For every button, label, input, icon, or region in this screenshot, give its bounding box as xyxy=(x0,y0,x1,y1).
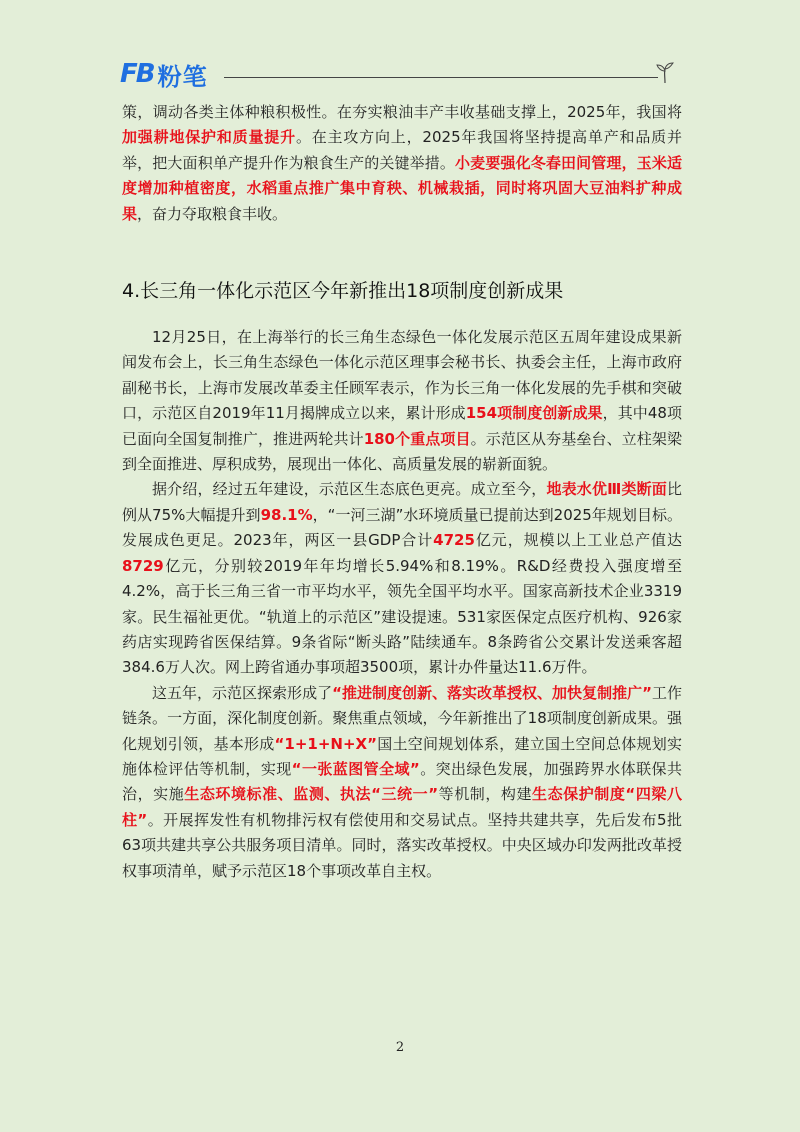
highlighted-text: 98.1% xyxy=(260,505,313,524)
sprout-icon xyxy=(654,61,676,85)
text-run: ，“一河三湖”水环境质量已提前达到2025年规划目标。发展成色更足。2023年，两区一县GDP合计 xyxy=(122,505,683,550)
text-run: 亿元，分别较2019年年均增长5.94%和8.19%。R&D经费投入强度增至4.2%，高于长三角三省一市平均水平，领先全国平均水平。国家高新技术企业3319家。民生福祉更优。“轨道上的示范区”建设提速。531家医保定点医疗机构、926家药店实现跨省医保结算。9条省际“断头路”陆续通车。8条跨省公交累计发送乘客超384.6万人次。网上跨省通办事项超3500项，累计办件量达11.6万件。 xyxy=(122,556,682,677)
text-run: ，其中48项已面向全国复制推广，推进两轮共计 xyxy=(122,404,683,448)
text-run: 比例从75%大幅提升到 xyxy=(122,480,682,524)
body-paragraph-1 xyxy=(122,325,682,477)
page-number: 2 xyxy=(395,1040,405,1055)
highlighted-text: 生态保护制度“四梁八柱” xyxy=(122,785,682,829)
body-paragraph-2 xyxy=(122,477,682,680)
text-run: 等机制，构建 xyxy=(438,785,533,804)
highlighted-text: 154项制度创新成果 xyxy=(465,404,603,423)
text-run: 。突出绿色发展，加强跨界水体联保共治，实施 xyxy=(122,759,682,804)
text-run: 国土空间规划体系，建立国土空间总体规划实施体检评估等机制，实现 xyxy=(122,734,682,778)
highlighted-text: “推进制度创新、落实改革授权、加快复制推广” xyxy=(332,683,652,702)
highlighted-text: 地表水优Ⅲ类断面 xyxy=(546,480,667,499)
highlighted-text: 小麦要强化冬春田间管理，玉米适度增加种植密度，水稻重点推广集中育秧、机械栽插，同时将巩固大豆油料扩种成果 xyxy=(122,153,682,223)
section-title: 4.长三角一体化示范区今年新推出18项制度创新成果 xyxy=(122,280,564,303)
text-run: 这五年，示范区探索形成了 xyxy=(152,683,333,702)
body-paragraph-3 xyxy=(122,681,682,884)
highlighted-text: “一张蓝图管全域” xyxy=(291,759,420,778)
fenbi-logo xyxy=(120,57,208,91)
document-body xyxy=(122,100,682,884)
text-run: 12月25日，在上海举行的长三角生态绿色一体化发展示范区五周年建设成果新闻发布会上，长三角生态绿色一体化示范区理事会秘书长、执委会主任，上海市政府副秘书长，上海市发展改革委主任顾军表示，作为长三角一体化发展的先手棋和突破口，示范区自2019年11月揭牌成立以来，累计形成 xyxy=(122,328,682,423)
logo-text: 粉笔 xyxy=(157,62,208,91)
text-run: ，奋力夺取粮食丰收。 xyxy=(137,204,288,223)
logo-mark: FB xyxy=(120,59,154,89)
text-run: 据介绍，经过五年建设，示范区生态底色更亮。成立至今， xyxy=(152,480,547,499)
text-run: 亿元，规模以上工业总产值达 xyxy=(474,531,682,550)
page-header xyxy=(120,55,680,95)
text-run: 策，调动各类主体种粮积极性。在夯实粮油丰产丰收基础支撑上，2025年，我国将 xyxy=(122,103,682,121)
text-run: 。在主攻方向上，2025年我国将坚持提高单产和品质并举，把大面积单产提升作为粮食生产的关键举措。 xyxy=(122,128,682,172)
highlighted-text: 8729 xyxy=(122,556,164,575)
intro-paragraph xyxy=(122,100,682,227)
highlighted-text: 加强耕地保护和质量提升 xyxy=(122,128,296,147)
text-run: 工作链条。一方面，深化制度创新。聚焦重点领域，今年新推出了18项制度创新成果。强化规划引领，基本形成 xyxy=(122,683,682,753)
highlighted-text: 180个重点项目 xyxy=(363,429,471,448)
highlighted-text: “1+1+N+X” xyxy=(274,734,377,753)
header-rule xyxy=(224,77,658,78)
text-run: 。示范区从夯基垒台、立柱架梁到全面推进、厚积成势，展现出一体化、高质量发展的崭新面貌。 xyxy=(122,429,683,474)
highlighted-text: 生态环境标准、监测、执法“三统一” xyxy=(184,785,439,804)
highlighted-text: 4725 xyxy=(433,531,475,550)
text-run: 。开展挥发性有机物排污权有偿使用和交易试点。坚持共建共享，先后发布5批63项共建共享公共服务项目清单。同时，落实改革授权。中央区域办印发两批改革授权事项清单，赋予示范区18个事项改革自主权。 xyxy=(122,810,682,880)
